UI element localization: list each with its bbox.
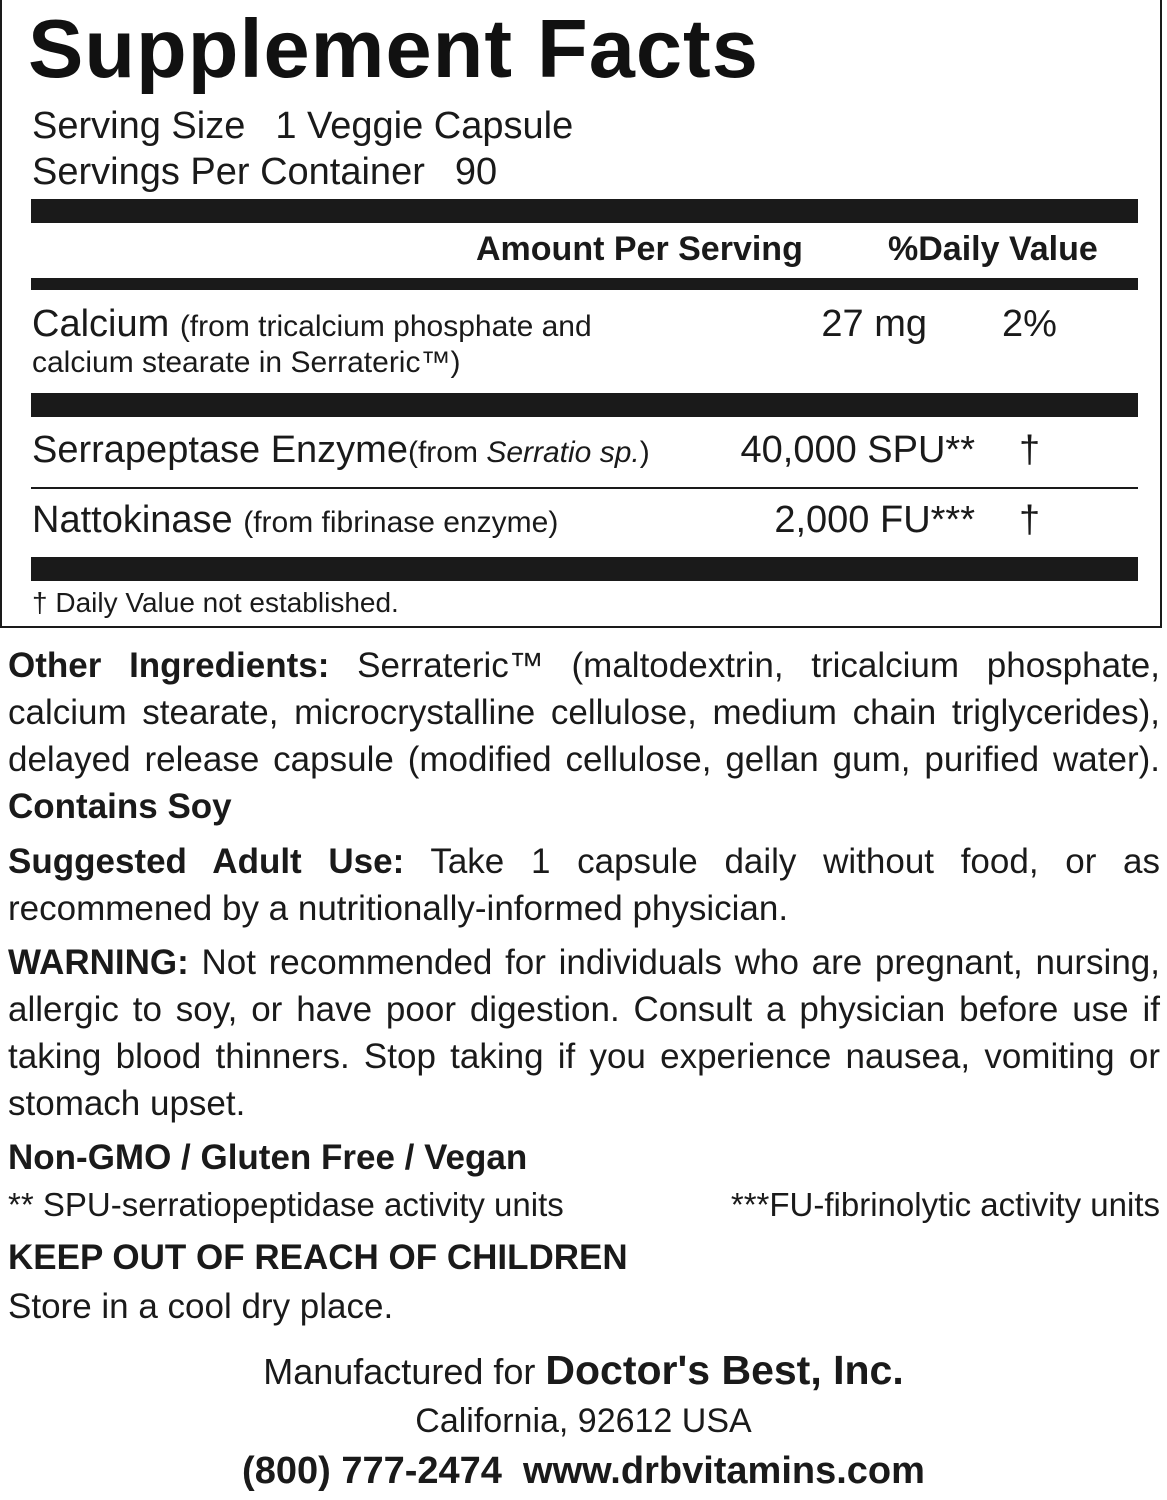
manufacturer-line xyxy=(0,1347,1167,1395)
supplement-facts-panel xyxy=(0,0,1162,628)
warning-text: Not recommended for individuals who are pregnant, nursing, allergic to soy, or have poor digestion. Consult a physician before use if taking blood thinners. Stop taking if you experience nausea, vomiting or stomach upset. xyxy=(8,943,1160,1123)
panel-title: Supplement Facts xyxy=(28,2,759,95)
suggested-use-label: Suggested Adult Use: xyxy=(8,842,405,881)
daily-value-footnote: † Daily Value not established. xyxy=(32,587,399,618)
nutrient-name: Calcium xyxy=(32,303,170,345)
thick-divider xyxy=(31,393,1138,417)
serving-size-label: Serving Size xyxy=(32,105,246,147)
fu-note: ***FU-fibrinolytic activity units xyxy=(730,1186,1160,1223)
warning-label: WARNING: xyxy=(8,943,189,982)
other-ingredients-text: Serrateric™ (maltodextrin, tricalcium phosphate, calcium stearate, microcrystalline cellulose, medium chain triglycerides), delayed release capsule (modified cellulose, gellan gum, purified water). xyxy=(8,646,1160,779)
keep-out-warning: KEEP OUT OF REACH OF CHILDREN xyxy=(8,1238,628,1277)
thick-divider xyxy=(31,557,1138,581)
medium-divider xyxy=(31,278,1138,290)
nutrient-daily-value: † xyxy=(1019,499,1041,541)
nutrient-source: (from fibrinase enzyme) xyxy=(243,506,559,539)
nutrient-amount: 27 mg xyxy=(821,303,927,345)
column-amount-header: Amount Per Serving xyxy=(476,230,803,268)
serving-size-value: 1 Veggie Capsule xyxy=(275,105,574,147)
manufacturer-prefix: Manufactured for xyxy=(263,1351,536,1392)
thick-divider xyxy=(31,199,1138,223)
nutrient-daily-value: † xyxy=(1019,429,1041,471)
product-claims: Non-GMO / Gluten Free / Vegan xyxy=(8,1138,528,1177)
website-link[interactable]: www.drbvitamins.com xyxy=(523,1450,925,1492)
nutrient-amount: 40,000 SPU** xyxy=(740,429,975,471)
servings-per-container-label: Servings Per Container xyxy=(32,151,425,193)
manufacturer-name: Doctor's Best, Inc. xyxy=(545,1347,904,1393)
warning xyxy=(8,939,1160,1127)
nutrient-row-calcium xyxy=(32,302,592,349)
contact-line xyxy=(0,1449,1167,1493)
phone-number: (800) 777-2474 xyxy=(242,1450,502,1492)
storage-instructions: Store in a cool dry place. xyxy=(8,1287,394,1326)
servings-per-container xyxy=(32,150,497,194)
thin-divider xyxy=(31,487,1138,489)
other-ingredients xyxy=(8,642,1160,830)
nutrient-row-nattokinase xyxy=(32,498,558,545)
nutrient-daily-value: 2% xyxy=(1002,303,1057,345)
suggested-use xyxy=(8,838,1160,932)
nutrient-name: Serrapeptase Enzyme xyxy=(32,429,408,471)
unit-notes xyxy=(8,1181,1160,1228)
allergen-statement: Contains Soy xyxy=(8,787,232,826)
other-ingredients-label: Other Ingredients: xyxy=(8,646,330,685)
nutrient-amount: 2,000 FU*** xyxy=(774,499,975,541)
manufacturer-address: California, 92612 USA xyxy=(415,1402,752,1440)
nutrient-source: (from Serratio sp.) xyxy=(407,436,650,469)
servings-per-container-value: 90 xyxy=(454,151,498,193)
column-daily-value-header: %Daily Value xyxy=(888,230,1098,268)
nutrient-name: Nattokinase xyxy=(32,499,233,541)
nutrient-source: (from tricalcium phosphate and xyxy=(179,310,592,343)
spu-note: ** SPU-serratiopeptidase activity units xyxy=(8,1186,564,1223)
nutrient-source-line2: calcium stearate in Serrateric™) xyxy=(32,346,461,379)
nutrient-row-serrapeptase xyxy=(32,428,650,475)
suggested-use-text: Take 1 capsule daily without food, or as recommened by a nutritionally-informed physician. xyxy=(8,842,1161,928)
serving-size xyxy=(32,104,573,148)
